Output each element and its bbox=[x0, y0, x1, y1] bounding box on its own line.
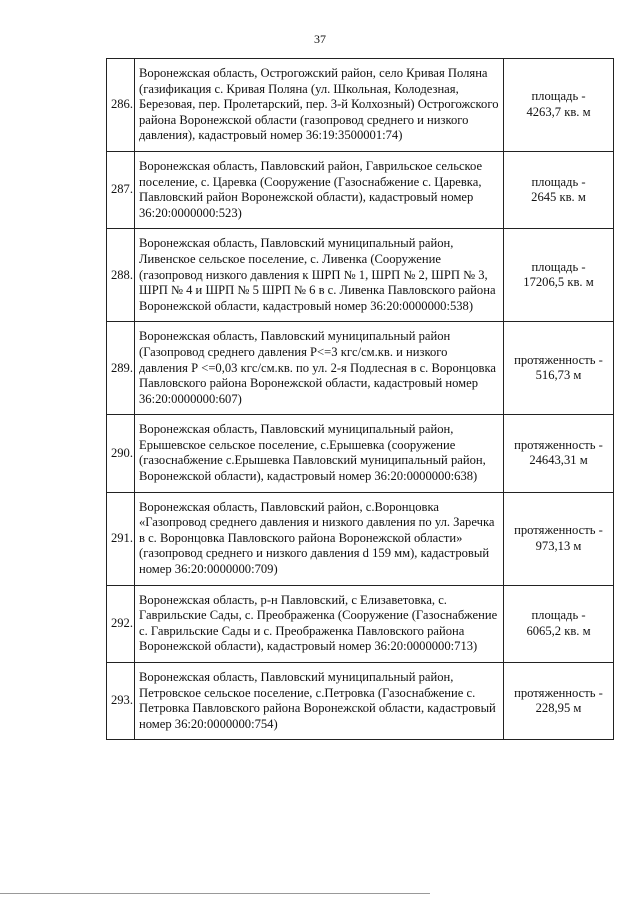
row-number: 292. bbox=[107, 585, 135, 662]
measure-value: 2645 кв. м bbox=[531, 190, 586, 205]
object-measure bbox=[504, 322, 614, 415]
object-description: Воронежская область, Павловский муниципальный район, Ливенское сельское поселение, с. Ливенка (Сооружение (газопровод низкого давления к ШРП № 1, ШРП № 2, ШРП № 3, ШРП № 4 и ШРП № 5 ШРП № 6 в с. Ливенка Павловского района Воронежской области, кадастровый номер 36:20:0000000:538) bbox=[135, 229, 504, 322]
row-number: 290. bbox=[107, 415, 135, 492]
measure-label: площадь - bbox=[531, 608, 586, 623]
measure-label: площадь - bbox=[531, 174, 586, 189]
object-measure bbox=[504, 59, 614, 152]
object-measure bbox=[504, 585, 614, 662]
object-measure bbox=[504, 663, 614, 740]
object-description: Воронежская область, Павловский район, с.Воронцовка «Газопровод среднего давления и низкого давления по ул. Заречка в с. Воронцовка Павловского района Воронежской области» (газопровод среднего и низкого давления d 159 мм), кадастровый номер 36:20:0000000:709) bbox=[135, 492, 504, 585]
table-row bbox=[107, 585, 614, 662]
object-measure bbox=[504, 415, 614, 492]
measure-value: 4263,7 кв. м bbox=[526, 104, 591, 119]
object-description: Воронежская область, Павловский район, Гаврильское сельское поселение, с. Царевка (Сооружение (Газоснабжение с. Царевка, Павловский район Воронежской области), кадастровый номер 36:20:0000000:523) bbox=[135, 151, 504, 228]
footer-rule bbox=[0, 893, 430, 894]
measure-label: протяженность - bbox=[514, 352, 603, 367]
object-measure bbox=[504, 151, 614, 228]
measure-label: площадь - bbox=[531, 89, 586, 104]
object-measure bbox=[504, 229, 614, 322]
object-description: Воронежская область, Павловский муниципальный район, Ерышевское сельское поселение, с.Ерышевка (сооружение (газоснабжение с.Ерышевка Павловский муниципальный район, Воронежской области), кадастровый номер 36:20:0000000:638) bbox=[135, 415, 504, 492]
object-description: Воронежская область, Павловский муниципальный район (Газопровод среднего давления Р<=3 кгс/см.кв. и низкого давления Р <=0,03 кгс/см.кв. по ул. 2-я Подлесная в с. Воронцовка Павловского района Воронежской области, кадастровый номер 36:20:0000000:607) bbox=[135, 322, 504, 415]
table-row bbox=[107, 229, 614, 322]
table-row bbox=[107, 59, 614, 152]
measure-label: протяженность - bbox=[514, 523, 603, 538]
row-number: 293. bbox=[107, 663, 135, 740]
page-number: 37 bbox=[314, 32, 326, 46]
measure-value: 516,73 м bbox=[535, 368, 582, 383]
property-registry-table bbox=[106, 58, 614, 740]
object-description: Воронежская область, Острогожский район, село Кривая Поляна (газификация с. Кривая Поляна (ул. Школьная, Колодезная, Березовая, пер. Пролетарский, пер. 3-й Колхозный) Острогожского района Воронежской области (газопровод среднего и низкого давления), кадастровый номер 36:19:3500001:74) bbox=[135, 59, 504, 152]
measure-label: протяженность - bbox=[514, 685, 603, 700]
row-number: 288. bbox=[107, 229, 135, 322]
measure-label: площадь - bbox=[531, 259, 586, 274]
measure-value: 228,95 м bbox=[535, 701, 582, 716]
table-row bbox=[107, 415, 614, 492]
table-row bbox=[107, 492, 614, 585]
object-description: Воронежская область, Павловский муниципальный район, Петровское сельское поселение, с.Петровка (Газоснабжение с. Петровка Павловского района Воронежской области, кадастровый номер 36:20:0000000:754) bbox=[135, 663, 504, 740]
measure-value: 17206,5 кв. м bbox=[523, 275, 594, 290]
measure-value: 24643,31 м bbox=[529, 453, 588, 468]
measure-label: протяженность - bbox=[514, 437, 603, 452]
measure-value: 973,13 м bbox=[535, 538, 582, 553]
row-number: 291. bbox=[107, 492, 135, 585]
row-number: 287. bbox=[107, 151, 135, 228]
row-number: 289. bbox=[107, 322, 135, 415]
object-description: Воронежская область, р-н Павловский, с Елизаветовка, с. Гаврильские Сады, с. Преображенка (Сооружение (Газоснабжение с. Гаврильские Сады и с. Преображенка Павловского района Воронежской области), кадастровый номер 36:20:0000000:713) bbox=[135, 585, 504, 662]
table-row bbox=[107, 322, 614, 415]
measure-value: 6065,2 кв. м bbox=[526, 623, 591, 638]
table-row bbox=[107, 663, 614, 740]
row-number: 286. bbox=[107, 59, 135, 152]
table-row bbox=[107, 151, 614, 228]
object-measure bbox=[504, 492, 614, 585]
